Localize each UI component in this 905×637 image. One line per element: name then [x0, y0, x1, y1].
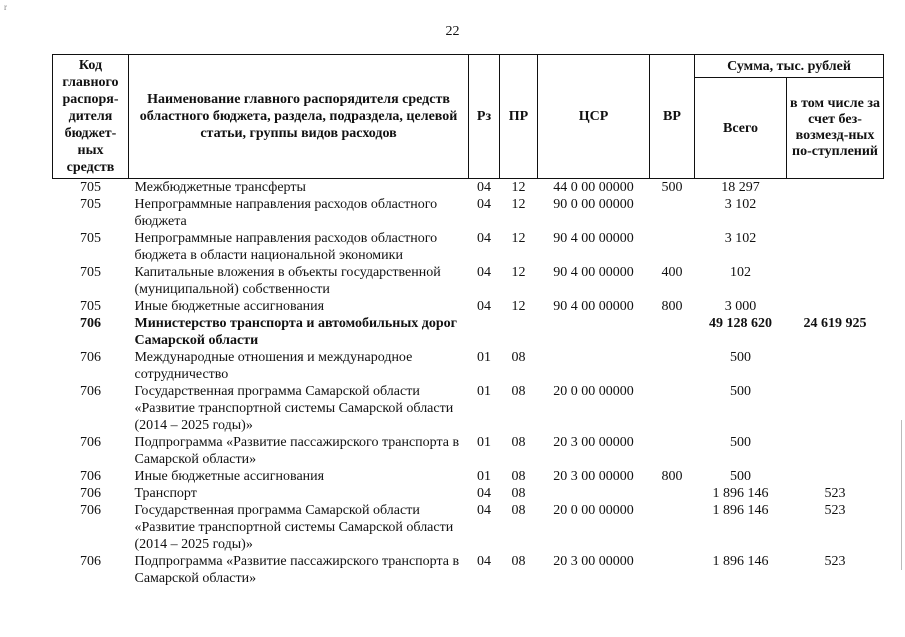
row-csr: 90 4 00 00000: [553, 231, 634, 246]
row-vr: [650, 553, 695, 587]
row-total: 18 297: [721, 180, 760, 195]
page-number: 22: [445, 24, 460, 39]
row-vr: [650, 196, 695, 230]
row-name: Иные бюджетные ассигнования: [134, 299, 325, 314]
row-incl: [787, 179, 884, 197]
row-pr: 12: [511, 231, 526, 246]
row-pr: 08: [511, 435, 526, 450]
header-vr: ВР: [650, 55, 695, 179]
row-csr: 20 3 00 00000: [553, 554, 634, 569]
row-name: Капитальные вложения в объекты государственной (муниципальной) собственности: [134, 265, 441, 297]
row-csr: 90 4 00 00000: [553, 265, 634, 280]
row-total: 102: [730, 265, 751, 280]
header-total: Всего: [695, 78, 787, 179]
row-total: 500: [730, 469, 751, 484]
table-row: [53, 383, 884, 434]
row-code: 706: [80, 316, 101, 331]
row-pr: 12: [511, 180, 526, 195]
row-csr: [538, 315, 650, 349]
row-pr: 08: [511, 469, 526, 484]
row-name: Государственная программа Самарской области «Развитие транспортной системы Самарской области (2014 – 2025 годы)»: [134, 503, 454, 552]
row-total: 500: [730, 350, 751, 365]
row-incl: [787, 196, 884, 230]
row-vr: [650, 349, 695, 383]
row-pr: 08: [511, 384, 526, 399]
row-name: Подпрограмма «Развитие пассажирского транспорта в Самарской области»: [134, 435, 460, 467]
table-row: [53, 502, 884, 553]
table-row: [53, 434, 884, 468]
row-code: 706: [80, 435, 101, 450]
row-rz: 04: [477, 299, 491, 314]
table-row: [53, 196, 884, 230]
row-rz: 04: [477, 554, 491, 569]
row-rz: 01: [477, 435, 491, 450]
row-pr: [500, 315, 538, 349]
row-incl: [787, 434, 884, 468]
row-code: 706: [80, 384, 101, 399]
row-total: 500: [730, 384, 751, 399]
row-vr: 400: [661, 265, 683, 280]
header-rz: Рз: [469, 55, 500, 179]
scan-edge-line: [901, 420, 902, 570]
row-vr: 800: [661, 469, 683, 484]
row-code: 706: [80, 486, 101, 501]
row-csr: [538, 485, 650, 502]
row-total: 1 896 146: [712, 554, 769, 569]
row-vr: [650, 485, 695, 502]
row-code: 705: [80, 265, 101, 280]
row-incl: [787, 349, 884, 383]
row-csr: [538, 349, 650, 383]
row-code: 706: [80, 350, 101, 365]
table-header: [53, 55, 884, 179]
row-incl: 523: [824, 554, 846, 569]
row-vr: [650, 230, 695, 264]
table-row: [53, 349, 884, 383]
table-row: [53, 468, 884, 485]
row-csr: 20 0 00 00000: [553, 384, 634, 399]
row-vr: [650, 434, 695, 468]
table-row: [53, 315, 884, 349]
row-csr: 44 0 00 00000: [553, 180, 634, 195]
row-total: 49 128 620: [709, 316, 772, 331]
row-total: 500: [730, 435, 751, 450]
row-code: 705: [80, 299, 101, 314]
table-row: [53, 264, 884, 298]
table-row: [53, 230, 884, 264]
row-rz: 01: [477, 350, 491, 365]
row-pr: 08: [511, 503, 526, 518]
row-code: 705: [80, 231, 101, 246]
row-vr: [650, 315, 695, 349]
row-name: Подпрограмма «Развитие пассажирского транспорта в Самарской области»: [134, 554, 460, 586]
header-csr: ЦСР: [538, 55, 650, 179]
row-csr: 90 0 00 00000: [553, 197, 634, 212]
row-pr: 08: [511, 350, 526, 365]
row-rz: 01: [477, 469, 491, 484]
row-total: 3 000: [724, 299, 757, 314]
row-name: Международные отношения и международное сотрудничество: [134, 350, 413, 382]
scan-corner-mark: r: [4, 2, 7, 12]
header-pr: ПР: [500, 55, 538, 179]
header-code: Код главного распоря-дителя бюджет-ных средств: [53, 55, 129, 179]
row-rz: [469, 315, 500, 349]
table-body: [53, 179, 884, 588]
row-code: 705: [80, 180, 101, 195]
table-row: [53, 553, 884, 587]
row-total: 3 102: [724, 197, 757, 212]
row-rz: 04: [477, 197, 491, 212]
row-rz: 04: [477, 265, 491, 280]
row-total: 1 896 146: [712, 486, 769, 501]
table-row: [53, 298, 884, 315]
row-incl: 523: [824, 486, 846, 501]
row-incl: [787, 230, 884, 264]
row-name: Непрограммные направления расходов областного бюджета в области национальной экономики: [134, 231, 438, 263]
row-pr: 08: [511, 486, 526, 501]
header-sum: Сумма, тыс. рублей: [695, 55, 884, 78]
row-name: Межбюджетные трансферты: [134, 180, 306, 195]
row-rz: 04: [477, 180, 491, 195]
table-row: [53, 485, 884, 502]
row-vr: 500: [661, 180, 683, 195]
row-csr: 20 0 00 00000: [553, 503, 634, 518]
row-incl: [787, 298, 884, 315]
row-incl: [787, 468, 884, 485]
row-incl: [787, 264, 884, 298]
row-incl: 24 619 925: [803, 316, 867, 331]
row-name: Транспорт: [134, 486, 197, 501]
row-name: Государственная программа Самарской области «Развитие транспортной системы Самарской области (2014 – 2025 годы)»: [134, 384, 454, 433]
row-rz: 04: [477, 503, 491, 518]
row-pr: 12: [511, 299, 526, 314]
row-rz: 04: [477, 231, 491, 246]
row-vr: [650, 383, 695, 434]
row-name: Иные бюджетные ассигнования: [134, 469, 325, 484]
row-code: 706: [80, 503, 101, 518]
row-code: 706: [80, 469, 101, 484]
row-incl: 523: [824, 503, 846, 518]
row-rz: 04: [477, 486, 491, 501]
row-csr: 20 3 00 00000: [553, 435, 634, 450]
row-rz: 01: [477, 384, 491, 399]
table-row: [53, 179, 884, 197]
row-csr: 20 3 00 00000: [553, 469, 634, 484]
row-pr: 08: [511, 554, 526, 569]
row-name: Непрограммные направления расходов областного бюджета: [134, 197, 438, 229]
row-vr: [650, 502, 695, 553]
row-code: 706: [80, 554, 101, 569]
row-pr: 12: [511, 265, 526, 280]
header-incl: в том числе за счет без-возмезд-ных по-ступлений: [787, 78, 884, 179]
row-csr: 90 4 00 00000: [553, 299, 634, 314]
row-total: 3 102: [724, 231, 757, 246]
budget-table: [52, 54, 884, 587]
row-incl: [787, 383, 884, 434]
row-total: 1 896 146: [712, 503, 769, 518]
row-pr: 12: [511, 197, 526, 212]
row-code: 705: [80, 197, 101, 212]
header-name: Наименование главного распорядителя средств областного бюджета, раздела, подраздела, целевой статьи, группы видов расходов: [129, 55, 469, 179]
row-name: Министерство транспорта и автомобильных дорог Самарской области: [134, 316, 457, 348]
row-vr: 800: [661, 299, 683, 314]
